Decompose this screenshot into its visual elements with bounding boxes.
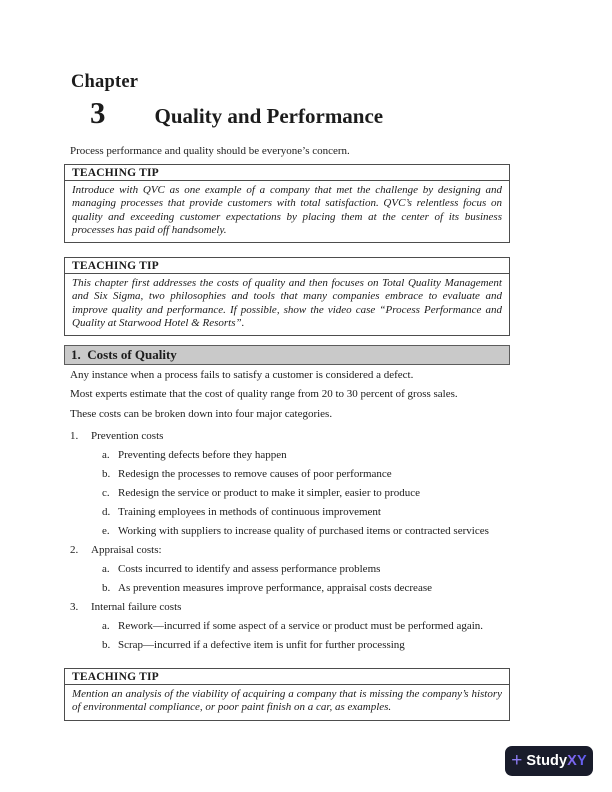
chapter-label: Chapter [71, 72, 139, 92]
list-item-text: Costs incurred to identify and assess performance problems [118, 563, 381, 575]
list-item-text: Scrap—incurred if a defective item is unfit for further processing [118, 639, 405, 651]
cost-categories-list [70, 427, 540, 655]
section-paragraphs [70, 366, 522, 424]
logo-text-primary: Study [526, 753, 568, 769]
list-item-text: Working with suppliers to increase quality of purchased items or contracted services [118, 525, 489, 537]
teaching-tip-header: TEACHING TIP [65, 669, 509, 685]
list-item-text: Preventing defects before they happen [118, 449, 287, 461]
chapter-title: Quality and Performance [154, 104, 384, 128]
list-marker: 2. [70, 544, 79, 556]
list-marker: 3. [70, 601, 79, 613]
list-item-text: Prevention costs [91, 430, 164, 442]
teaching-tip-body: Introduce with QVC as one example of a company that met the challenge by designing and managing processes that provide customers with total satisfaction. QVC’s relentless focus on quality and exceeding customer expectations by placing them at the center of its business processes has paid off handsomely. [72, 184, 502, 236]
list-subitem [70, 560, 540, 579]
list-item-text: As prevention measures improve performance, appraisal costs decrease [118, 582, 432, 594]
teaching-tip-body: Mention an analysis of the viability of acquiring a company that is missing the company’s history of environmental compliance, or poor paint finish on a car, as examples. [72, 688, 502, 714]
list-item-text: Appraisal costs: [91, 544, 162, 556]
list-subitem [70, 465, 540, 484]
paragraph: These costs can be broken down into four major categories. [70, 407, 333, 420]
list-marker: b. [102, 582, 111, 594]
list-subitem [70, 522, 540, 541]
studyxy-logo[interactable] [505, 746, 593, 776]
list-item-text: Redesign the service or product to make it simpler, easier to produce [118, 487, 420, 499]
section-heading-costs-of-quality: 1. Costs of Quality [64, 345, 510, 365]
chapter-heading [90, 97, 383, 130]
logo-text [526, 753, 586, 769]
list-item-text: Rework—incurred if some aspect of a service or product must be performed again. [118, 620, 484, 632]
list-subitem [70, 636, 540, 655]
list-item [70, 598, 540, 617]
list-item-text: Training employees in methods of continuous improvement [118, 506, 381, 518]
teaching-tip-header: TEACHING TIP [65, 258, 509, 274]
list-item-text: Redesign the processes to remove causes of poor performance [118, 468, 392, 480]
paragraph: Most experts estimate that the cost of quality range from 20 to 30 percent of gross sales. [70, 388, 458, 401]
list-marker: d. [102, 506, 111, 518]
list-item [70, 427, 540, 446]
teaching-tip-box-2 [64, 257, 510, 336]
logo-text-accent: XY [567, 753, 587, 769]
plus-icon: + [511, 749, 523, 771]
list-marker: 1. [70, 430, 79, 442]
list-marker: b. [102, 468, 111, 480]
list-subitem [70, 617, 540, 636]
teaching-tip-body: This chapter first addresses the costs of quality and then focuses on Total Quality Management and Six Sigma, two philosophies and tools that many companies embrace to evaluate and improve quality and performance. If possible, show the video case “Process Performance and Quality at Starwood Hotel & Resorts”. [72, 277, 502, 329]
list-subitem [70, 503, 540, 522]
teaching-tip-box-3 [64, 668, 510, 721]
intro-text: Process performance and quality should be everyone’s concern. [70, 145, 350, 157]
list-marker: e. [102, 525, 110, 537]
teaching-tip-box-1 [64, 164, 510, 243]
paragraph: Any instance when a process fails to satisfy a customer is considered a defect. [70, 369, 414, 381]
teaching-tip-header: TEACHING TIP [65, 165, 509, 181]
list-marker: c. [102, 487, 110, 499]
list-marker: a. [102, 563, 110, 575]
list-marker: b. [102, 639, 111, 651]
chapter-number: 3 [90, 95, 106, 130]
list-subitem [70, 484, 540, 503]
list-subitem [70, 446, 540, 465]
list-item [70, 541, 540, 560]
list-subitem [70, 579, 540, 598]
list-marker: a. [102, 449, 110, 461]
list-marker: a. [102, 620, 110, 632]
list-item-text: Internal failure costs [91, 601, 182, 613]
